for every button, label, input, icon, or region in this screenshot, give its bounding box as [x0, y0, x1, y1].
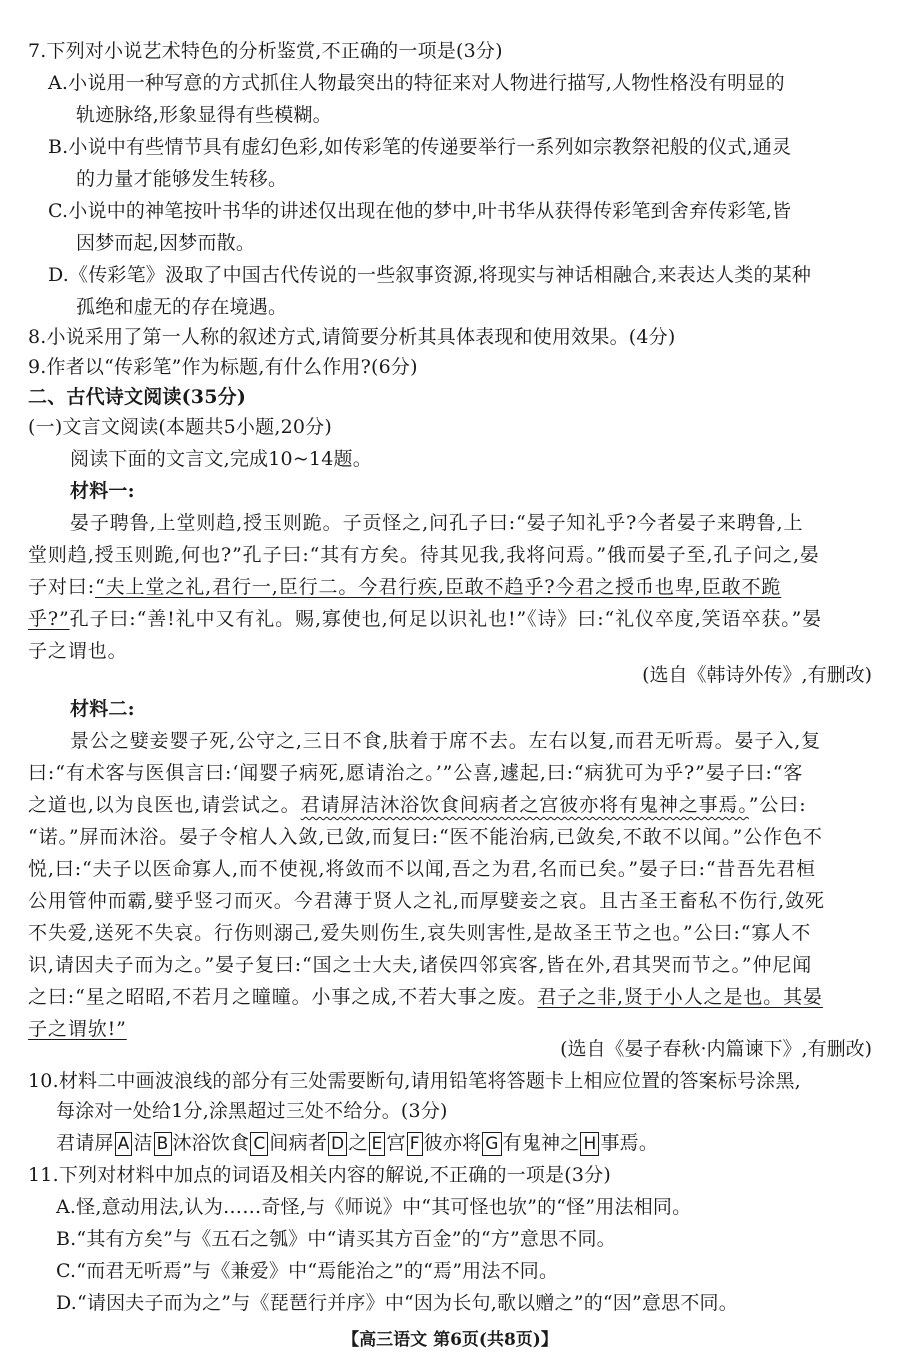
answer-label-h: H [580, 1132, 599, 1156]
answer-label-a: A [115, 1132, 133, 1156]
q9-stem: 9.作者以“传彩笔”作为标题,有什么作用?(6分) [28, 356, 418, 378]
q7-option-c-line2: 因梦而起,因梦而散。 [76, 232, 256, 254]
answer-label-b: B [154, 1132, 172, 1156]
q11-option-c: C.“而君无听焉”与《兼爱》中“焉能治之”的“焉”用法不同。 [56, 1260, 559, 1282]
material-2-line: 悦,曰:“夫子以医命寡人,而不使视,将敛而不以闻,吾之为君,名而已矣。”晏子曰:“昔吾先君桓 [28, 858, 817, 880]
q7-option-a-line2: 轨迹脉络,形象显得有些模糊。 [76, 104, 332, 126]
q10-stem-line1: 10.材料二中画波浪线的部分有三处需要断句,请用铅笔将答题卡上相应位置的答案标号涂黑, [28, 1070, 801, 1092]
page-footer: 【高三语文 第6页(共8页)】 [342, 1330, 558, 1350]
q10-text: 间病者 [269, 1132, 328, 1154]
material-2-heading: 材料二: [70, 698, 135, 720]
q10-text: 彼亦将 [423, 1132, 482, 1154]
material-2-underlined-text: 君子之非,贤于小人之是也。其晏 [537, 986, 823, 1008]
material-1-line: 子之谓也。 [28, 640, 128, 662]
answer-label-e: E [369, 1132, 386, 1156]
q10-text: 有鬼神之 [502, 1132, 580, 1154]
material-2-line: 不失爱,送死不失哀。行伤则溺己,爱失则伤生,哀失则害性,是故圣王节之也。”公曰:“寡人不 [28, 922, 812, 944]
subsection-heading: (一)文言文阅读(本题共5小题,20分) [28, 416, 332, 438]
q7-option-b-line2: 的力量才能够发生转移。 [76, 168, 288, 190]
material-1-underlined-text: 乎?” [28, 608, 70, 630]
material-2-line: 公用管仲而霸,嬖乎竖刁而灭。今君薄于贤人之礼,而厚嬖妾之哀。且古圣王畜私不伤行,敛死 [28, 890, 825, 912]
material-2-line: “诺。”屏而沐浴。晏子令棺人入敛,已敛,而复曰:“医不能治病,已敛矣,不敢不以闻。”公作色不 [28, 826, 823, 848]
q10-sentence-with-labels [56, 1128, 658, 1158]
q10-text: 沐浴饮食 [172, 1132, 250, 1154]
reading-instruction: 阅读下面的文言文,完成10~14题。 [70, 448, 372, 470]
material-2-line [28, 790, 807, 820]
q10-text: 洁 [133, 1132, 153, 1154]
material-2-source: (选自《晏子春秋·内篇谏下》,有删改) [560, 1038, 872, 1060]
material-1-line: 堂则趋,授玉则跪,何也?”孔子曰:“其有方矣。待其见我,我将问焉。”俄而晏子至,孔子问之,晏 [28, 544, 820, 566]
material-1-text: 孔子曰:“善!礼中又有礼。赐,寡使也,何足以识礼也!”《诗》曰:“礼仪卒度,笑语卒获。”晏 [69, 608, 823, 630]
material-2-text: 之道也,以为良医也,请尝试之。 [28, 794, 301, 816]
q10-stem-line2: 每涂对一处给1分,涂黑超过三处不给分。(3分) [56, 1100, 448, 1122]
q11-option-d: D.“请因夫子而为之”与《琵琶行并序》中“因为长句,歌以赠之”的“因”意思不同。 [56, 1292, 738, 1314]
q10-text: 君请屏 [56, 1132, 114, 1154]
material-1-source: (选自《韩诗外传》,有删改) [642, 664, 872, 686]
q7-option-d-line1: D.《传彩笔》汲取了中国古代传说的一些叙事资源,将现实与神话相融合,来表达人类的某种 [48, 264, 812, 286]
material-1-line [28, 572, 781, 602]
q7-option-d-line2: 孤绝和虚无的存在境遇。 [76, 296, 288, 318]
material-2-line: 曰:“有术客与医俱言曰:‘闻婴子病死,愿请治之。’”公喜,遽起,曰:“病犹可为乎?”晏子曰:“客 [28, 762, 804, 784]
answer-label-d: D [328, 1132, 347, 1156]
q8-stem: 8.小说采用了第一人称的叙述方式,请简要分析其具体表现和使用效果。(4分) [28, 326, 676, 348]
material-1-text: 子对曰: [28, 576, 96, 598]
material-2-line [28, 1014, 127, 1044]
answer-label-g: G [482, 1132, 501, 1156]
q7-option-b-line1: B.小说中有些情节具有虚幻色彩,如传彩笔的传递要举行一系列如宗教祭祀般的仪式,通灵 [48, 136, 792, 158]
section-heading: 二、古代诗文阅读(35分) [28, 386, 247, 408]
material-2-line: 识,请因夫子而为之。”晏子复曰:“国之士大夫,诸侯四邻宾客,皆在外,君其哭而节之。”仲尼闻 [28, 954, 813, 976]
answer-label-f: F [407, 1132, 423, 1156]
material-1-line: 晏子聘鲁,上堂则趋,授玉则跪。子贡怪之,问孔子曰:“晏子知礼乎?今者晏子来聘鲁,上 [70, 512, 804, 534]
q7-option-a-line1: A.小说用一种写意的方式抓住人物最突出的特征来对人物进行描写,人物性格没有明显的 [48, 72, 785, 94]
material-2-line: 景公之嬖妾婴子死,公守之,三日不食,肤着于席不去。左右以复,而君无听焉。晏子入,复 [70, 730, 822, 752]
material-2-text: ”公曰: [748, 794, 807, 816]
q10-text: 事焉。 [600, 1132, 659, 1154]
q10-text: 宫 [386, 1132, 406, 1154]
material-1-line [28, 604, 822, 634]
material-2-text: 之曰:“星之昭昭,不若月之曈曈。小事之成,不若大事之废。 [28, 986, 538, 1008]
q7-stem: 7.下列对小说艺术特色的分析鉴赏,不正确的一项是(3分) [28, 40, 503, 62]
material-1-underlined-text: “夫上堂之礼,君行一,臣行二。今君行疾,臣敢不趋乎?今君之授币也卑,臣敢不跪 [95, 576, 782, 598]
answer-label-c: C [250, 1132, 268, 1156]
q11-option-a: A.怪,意动用法,认为……奇怪,与《师说》中“其可怪也欤”的“怪”用法相同。 [56, 1196, 692, 1218]
q10-text: 之 [348, 1132, 368, 1154]
q11-stem: 11.下列对材料中加点的词语及相关内容的解说,不正确的一项是(3分) [28, 1164, 611, 1186]
q7-option-c-line1: C.小说中的神笔按叶书华的讲述仅出现在他的梦中,叶书华从获得传彩笔到舍弃传彩笔,皆 [48, 200, 792, 222]
material-1-heading: 材料一: [70, 480, 135, 502]
material-2-underlined-text: 子之谓欤!” [28, 1018, 127, 1040]
material-2-line [28, 982, 823, 1012]
q11-option-b: B.“其有方矣”与《五石之瓠》中“请买其方百金”的“方”意思不同。 [56, 1228, 616, 1250]
material-2-wavy-text: 君请屏洁沐浴饮食间病者之宫彼亦将有鬼神之事焉。 [300, 794, 749, 816]
